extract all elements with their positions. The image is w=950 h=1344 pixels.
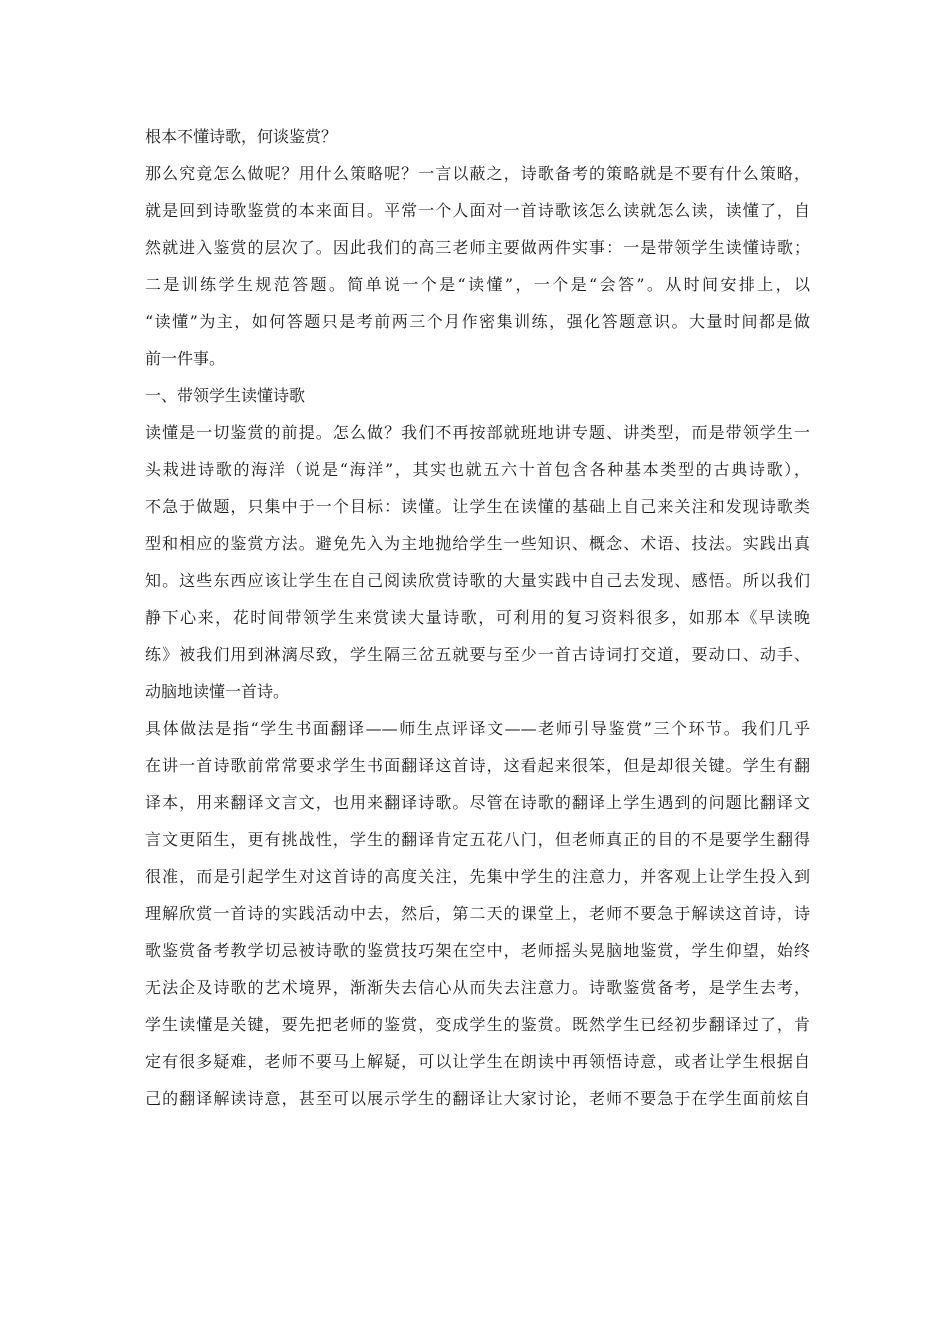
text-line: 己的翻译解读诗意，甚至可以展示学生的翻译让大家讨论，老师不要急于在学生面前炫自 <box>145 1089 810 1108</box>
text-line: 根本不懂诗歌，何谈鉴赏？ <box>145 127 338 146</box>
text-line: 理解欣赏一首诗的实践活动中去，然后，第二天的课堂上，老师不要急于解读这首诗，诗 <box>145 904 810 923</box>
text-line: 静下心来，花时间带领学生来赏读大量诗歌，可利用的复习资料很多，如那本《早读晚 <box>145 608 810 627</box>
document-body <box>145 118 810 1117</box>
text-line: 知。这些东西应该让学生在自己阅读欣赏诗歌的大量实践中自己去发现、感悟。所以我们 <box>145 571 810 590</box>
text-line: 在讲一首诗歌前常常要求学生书面翻译这首诗，这看起来很笨，但是却很关键。学生有翻 <box>145 756 810 775</box>
text-line: 学生读懂是关键，要先把老师的鉴赏，变成学生的鉴赏。既然学生已经初步翻译过了，肯 <box>145 1015 810 1034</box>
text-line: 定有很多疑难，老师不要马上解疑，可以让学生在朗读中再领悟诗意，或者让学生根据自 <box>145 1052 810 1071</box>
text-line: 读懂是一切鉴赏的前提。怎么做？我们不再按部就班地讲专题、讲类型，而是带领学生一 <box>145 423 810 442</box>
text-line: 那么究竟怎么做呢？用什么策略呢？一言以蔽之，诗歌备考的策略就是不要有什么策略， <box>145 164 810 183</box>
text-line: 不急于做题，只集中于一个目标：读懂。让学生在读懂的基础上自己来关注和发现诗歌类 <box>145 497 810 516</box>
text-line: 很准，而是引起学生对这首诗的高度关注，先集中学生的注意力，并客观上让学生投入到 <box>145 867 810 886</box>
text-line: 头栽进诗歌的海洋（说是“海洋”，其实也就五六十首包含各种基本类型的古典诗歌）， <box>145 460 810 479</box>
text-line: 二是训练学生规范答题。简单说一个是“读懂”，一个是“会答”。从时间安排上，以 <box>145 275 810 294</box>
text-line: 译本，用来翻译文言文，也用来翻译诗歌。尽管在诗歌的翻译上学生遇到的问题比翻译文 <box>145 793 810 812</box>
text-line: 具体做法是指“学生书面翻译——师生点评译文——老师引导鉴赏”三个环节。我们几乎 <box>145 719 810 738</box>
section-heading: 一、带领学生读懂诗歌 <box>145 386 306 405</box>
text-line: 动脑地读懂一首诗。 <box>145 682 290 701</box>
text-line: 练》被我们用到淋漓尽致，学生隔三岔五就要与至少一首古诗词打交道，要动口、动手、 <box>145 645 810 664</box>
text-line: 言文更陌生，更有挑战性，学生的翻译肯定五花八门，但老师真正的目的不是要学生翻得 <box>145 830 810 849</box>
text-line: 型和相应的鉴赏方法。避免先入为主地抛给学生一些知识、概念、术语、技法。实践出真 <box>145 534 810 553</box>
text-line: 无法企及诗歌的艺术境界，渐渐失去信心从而失去注意力。诗歌鉴赏备考，是学生去考， <box>145 978 810 997</box>
text-line: 前一件事。 <box>145 349 226 368</box>
text-line: “读懂”为主，如何答题只是考前两三个月作密集训练，强化答题意识。大量时间都是做 <box>145 312 810 331</box>
text-line: 就是回到诗歌鉴赏的本来面目。平常一个人面对一首诗歌该怎么读就怎么读，读懂了，自 <box>145 201 810 220</box>
text-line: 歌鉴赏备考教学切忌被诗歌的鉴赏技巧架在空中，老师摇头晃脑地鉴赏，学生仰望，始终 <box>145 941 810 960</box>
text-line: 然就进入鉴赏的层次了。因此我们的高三老师主要做两件实事：一是带领学生读懂诗歌； <box>145 238 810 257</box>
